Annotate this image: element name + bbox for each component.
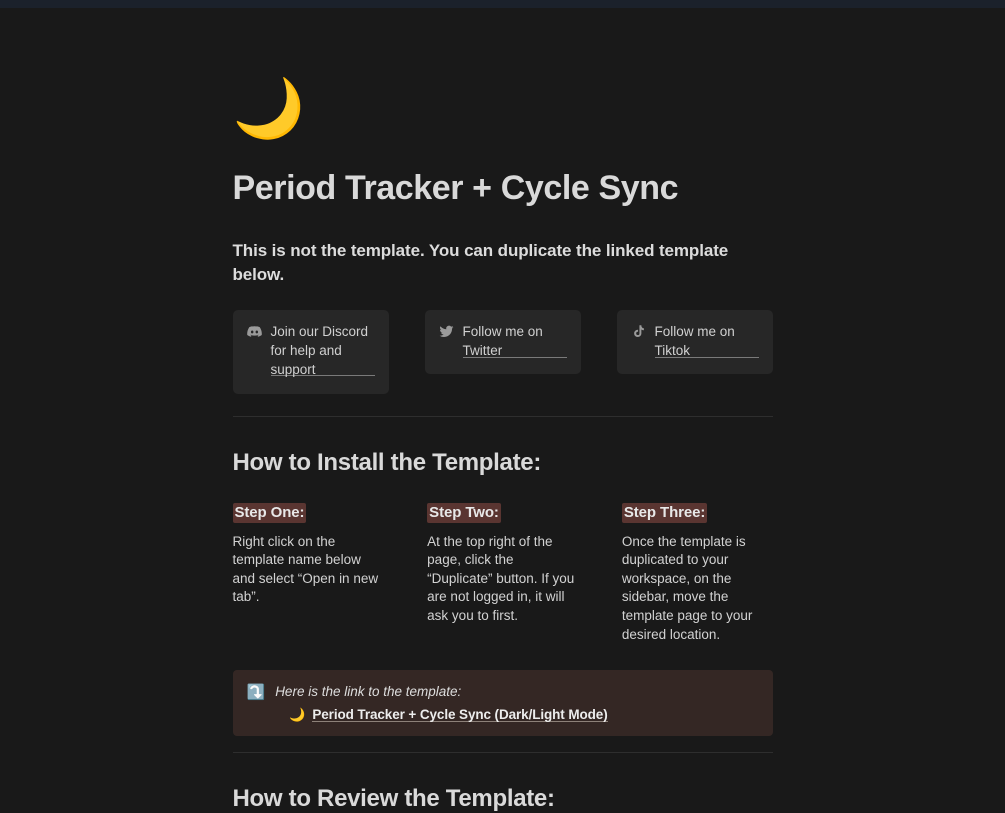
top-navbar — [0, 0, 1005, 8]
step-two-body: At the top right of the page, click the “Duplicate” button. If you are not logged in, it will ask you to first. — [427, 533, 575, 624]
template-link[interactable]: Period Tracker + Cycle Sync (Dark/Light Mode) — [312, 707, 608, 723]
step-one — [233, 503, 384, 645]
navbar-link-gallery[interactable] — [578, 0, 619, 8]
install-heading: How to Install the Template: — [232, 448, 542, 476]
social-card-row — [233, 310, 773, 393]
twitter-icon — [439, 324, 454, 341]
crescent-moon-icon: 🌙 — [232, 76, 305, 141]
step-three-label: Step Three: — [623, 503, 706, 521]
divider-bottom — [233, 752, 773, 753]
arrow-heading-down-icon: ⤵️ — [246, 684, 266, 702]
step-three-body: Once the template is duplicated to your workspace, on the sidebar, move the template page to your desired location. — [621, 533, 753, 642]
top-navbar-links — [0, 0, 1005, 8]
social-card-discord[interactable] — [233, 310, 389, 393]
divider-top — [233, 416, 773, 417]
step-one-label: Step One: — [234, 503, 305, 521]
step-one-body: Right click on the template name below and select “Open in new tab”. — [232, 533, 379, 605]
page-canvas — [0, 8, 1005, 813]
navbar-link-support[interactable] — [394, 0, 440, 8]
social-link-discord[interactable]: Join our Discord for help and support — [271, 322, 375, 379]
social-card-twitter[interactable] — [425, 310, 581, 374]
step-three — [622, 503, 773, 645]
navbar-link-pricing[interactable] — [298, 0, 338, 8]
callout-link-row[interactable] — [275, 707, 756, 722]
step-two — [427, 503, 578, 645]
social-link-tiktok[interactable]: Follow me on Tiktok — [655, 322, 759, 360]
navbar-link-login[interactable] — [675, 0, 707, 8]
template-link-callout — [233, 670, 773, 736]
page-subtitle: This is not the template. You can duplicate the linked template below. — [232, 240, 729, 285]
page-content — [233, 8, 773, 813]
review-heading: How to Review the Template: — [232, 785, 555, 813]
page-title: Period Tracker + Cycle Sync — [232, 169, 679, 207]
crescent-moon-link-icon: 🌙 — [289, 707, 306, 723]
social-card-tiktok[interactable] — [617, 310, 773, 374]
install-steps — [233, 503, 773, 645]
social-link-twitter[interactable]: Follow me on Twitter — [463, 322, 567, 360]
tiktok-icon — [631, 324, 646, 341]
discord-icon — [247, 324, 262, 341]
navbar-link-blog[interactable] — [496, 0, 522, 8]
callout-text: Here is the link to the template: — [275, 684, 462, 700]
callout-body — [275, 683, 756, 722]
step-two-label: Step Two: — [429, 503, 499, 521]
